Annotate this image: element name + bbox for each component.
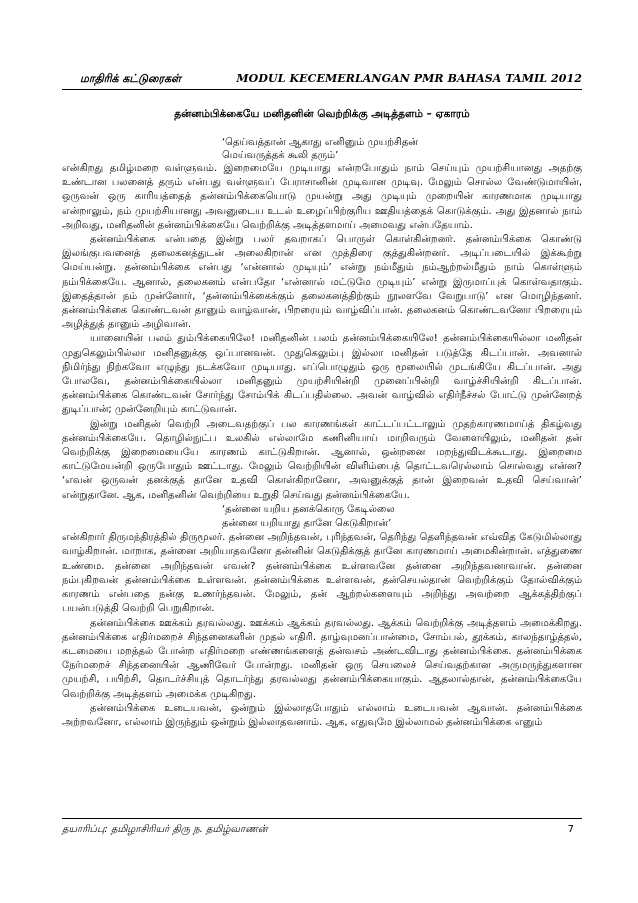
opening-quote-line-2: மெய்வருத்தக் கூலி தரும்’ xyxy=(222,149,339,161)
second-quote xyxy=(222,503,582,531)
paragraph-3: யானையின் பலம் தும்பிக்கையிலே! மனிதனின் பலம் தன்னம்பிக்கையிலே! தன்னம்பிக்கையில்லா மனிதன் முதுகெலும்பில்லா மனிதனுக்கு ஒப்பானவன். முதுகெலும்பு இல்லா மனிதன் படுத்தே கிடப்பான். அவனால் நிமிர்ந்து நிற்கவோ எழுந்து நடக்கவோ முடியாது. எப்பொழுதும் ஒரு மூலையில் முடங்கியே கிடப்பான். அது போலவே, தன்னம்பிக்கையில்லா மனிதனும் முயற்சியின்றி முனைப்பின்றி வாழ்ச்சியின்றி கிடப்பான். தன்னம்பிக்கை கொண்டவன் சோர்ந்து சோம்பிக் கிடப்பதில்லை. அவன் வாழ்வில் எதிர்நீச்சல் போட்டு முன்னேறத் துடிப்பான்; முன்னேறியும் காட்டுவான். xyxy=(62,333,582,416)
header-divider xyxy=(62,89,582,90)
paragraph-6: தன்னம்பிக்கை ஊக்கம் தரவல்லது. ஊக்கம் ஆக்கம் தரவல்லது. ஆக்கம் வெற்றிக்கு அடித்தளம் அமைக்கிறது. தன்னம்பிக்கை எதிர்மறைச் சிந்தனைகளின் முதல் எதிரி. தாழ்வுமனப்பான்மை, சோம்பல், தூக்கம், காலந்தாழ்த்தல், கடமையை மறத்தல் போன்ற எதிர்மறை எண்ணங்களைத் தன்வசம் அண்டவிடாது தன்னம்பிக்கை. தன்னம்பிக்கை நேர்மறைச் சிந்தனையின் ஆணிவேர் போன்றது. மனிதன் ஒரு செயலைச் செய்வதற்கான அருமருந்துகளான முயற்சி, பயிற்சி, தொடர்ச்சியுத் தொடர்ந்து தரவல்லது தன்னம்பிக்கையாகும். ஆதலால்தான், தன்னம்பிக்கையே வெற்றிக்கு அடித்தளம் அமைக்க முடிகிறது. xyxy=(62,617,582,700)
header-right-text: MODUL KECEMERLANGAN PMR BAHASA TAMIL 2012 xyxy=(236,72,582,85)
second-quote-line-2: தன்னை யறியாது தானே கெடுகிறான்’ xyxy=(222,518,392,530)
paragraph-7: தன்னம்பிக்கை உடையவன், ஒன்றும் இல்லாதபோதும் எல்லாம் உடையவன் ஆவான். தன்னம்பிக்கை அற்றவனோ, எல்லாம் இருந்தும் ஒன்றும் இல்லாதவனாம். ஆக, எதுவுமே இல்லாமல் தன்னம்பிக்கை எனும் xyxy=(62,702,582,728)
page-header xyxy=(62,72,582,88)
second-quote-line-1: ‘தன்னை யறிய தனக்கொரு கேடில்லை xyxy=(222,503,395,515)
paragraph-4: இன்று மனிதன் வெற்றி அடைவதற்குப் பல காரணங்கள் காட்டப்பட்டாலும் முதற்காரணமாய்த் திகழ்வது தன்னம்பிக்கையே. தொழில்நுட்ப உலகில் எல்லாமே கணினியாய் மாறிவரும் வேளையிலும், மனிதன் தன் வெற்றிக்கு இறைமையையே காரணம் காட்டுகிறான். ஆனால், ஒன்றனை மறந்துவிடக்கூடாது. இறைமை காட்டுமேயன்றி ஒருபோதும் ஊட்டாது. மேலும் வெற்றியின் விளிம்பைத் தொட்டவரெல்லாம் சொல்வது என்ன? ‘எவன் ஒருவன் தனக்குத் தானே உதவி கொள்கிறானோ, அவனுக்குத் தான் இறைவன் உதவி செய்வான்’ என்றுதானே. ஆக, மனிதனின் வெற்றியை உறுதி செய்வது தன்னம்பிக்கையே. xyxy=(62,418,582,501)
opening-quote xyxy=(222,137,418,162)
page-number: 7 xyxy=(567,824,574,835)
footer-divider xyxy=(62,818,582,819)
essay-title: தன்னம்பிக்கையே மனிதனின் வெற்றிக்கு அடித்தளம் – ஏகாரம் xyxy=(174,108,470,120)
opening-quote-line-1: ‘தெய்வத்தான் ஆகாது எனினும் முயற்சிதன் xyxy=(222,137,418,148)
footer-author: தயாரிப்பு: தமிழாசிரியர் திரு ந. தமிழ்வாணன் xyxy=(62,824,268,835)
header-left-text: மாதிரிக் கட்டுரைகள் xyxy=(80,72,182,85)
essay-body xyxy=(62,162,582,730)
page-footer xyxy=(62,824,582,840)
paragraph-2: தன்னம்பிக்கை என்பதை இன்று பலர் தவறாகப் பொருள் கொள்கின்றனர். தன்னம்பிக்கை கொண்டு இலங்குபவனைத் தலைகனத்துடன் அலைகிறான் என முத்திரை குத்துகின்றனர். அடிப்படையில் இக்கூற்று மெய்யன்று. தன்னம்பிக்கை என்பது ‘என்னால் முடியும்’ என்று நம்மீதும் நம்ஆற்றல்மீதும் நாம் கொள்ளும் நம்பிக்கையே. ஆனால், தலைகனம் என்பதோ ‘என்னால் மட்டுமே முடியும்’ என்று இருமாப்புக் கொள்வதாகும். இதைத்தான் நம் முன்னோர், ‘தன்னம்பிக்கைக்கும் தலைகனத்திற்கும் நூலளவே வேறுபாடு’ என மொழிந்தனர். தன்னம்பிக்கை கொண்டவன் தானும் வாழ்வான், பிறரையும் வாழ்விப்பான். தலைகனம் கொண்டவனோ பிறரையும் அழித்துத் தானும் அழிவான். xyxy=(62,234,582,331)
paragraph-1: என்கிறது தமிழ்மறை வள்ளுவம். இறைமையே முடியாது என்றபோதும் நாம் செய்யும் முயற்சியானது அதற்கு உண்டான பலனைத் தரும் என்பது வள்ளுவப் பேராசானின் முடிவான முடிவு. மேலும் சொல்ல வேண்டுமாயின், ஒருவன் ஒரு காரியத்தைத் தன்னம்பிக்கையொடு முயன்று அது முடியும் முறையின் காரணமாக முடியாது என்றாலும், நம் முயற்சியானது அவனுடைய உடல் உழைப்பிற்குரிய ஊதியத்தைக் கொடுக்கும். அது இதனால் நாம் அறிவது, மனிதனின் தன்னம்பிக்கையே வெற்றிக்கு அடித்தளமாய் அமைவது என்பதேயாம். xyxy=(62,163,582,231)
paragraph-5: என்கிறார் திருமந்திரத்தில் திருமூலர். தன்னை அறிந்தவன், புரிந்தவன், தெரிந்து தெளிந்தவன் எவ்வித கேடுமில்லாது வாழ்கிறான். மாறாக, தன்னை அறியாதவனோ தன்னின் கெடுதிக்குத் தானே காரணமாய் அமைகின்றான். எத்துணை உண்மை. தன்னை அறிந்தவன் எவன்? தன்னம்பிக்கை உள்ளவனே தன்னை அறிந்தவனாவான். தன்னை நம்புகிறவன் தன்னம்பிக்கை உள்ளவன். தன்னம்பிக்கை உள்ளவன், தன்செயல்தான் வெற்றிக்கும் தோல்விக்கும் காரணம் என்பதை நன்கு உணர்ந்தவன். மேலும், தன் ஆற்றல்களையும் அறிந்து அவற்றை ஆக்கத்திற்குப் பயன்படுத்தி வெற்றி பெறுகிறான். xyxy=(62,532,582,615)
